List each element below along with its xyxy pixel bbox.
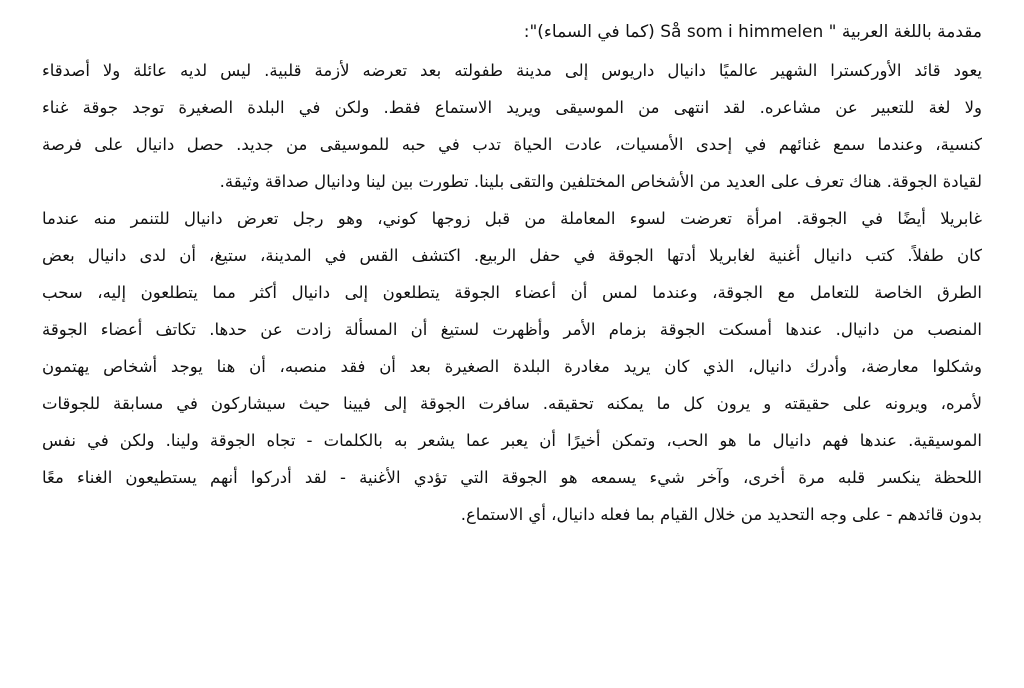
paragraph-line-1: يعود قائد الأوركسترا الشهير عالميًا دانيال داريوس إلى مدينة طفولته بعد تعرضه لأزمة قلبية. ليس لديه عائلة ولا أصدقاء	[42, 61, 982, 80]
paragraph-line-3: كنسية، وعندما سمع غنائهم في إحدى الأمسيات، عادت الحياة تدب في حبه للموسيقى من جديد. حصل دانيال على فرصة	[42, 135, 982, 154]
paragraph-line-8: المنصب من دانيال. عندها أمسكت الجوقة بزمام الأمر وأظهرت لستيغ أن المسألة زادت عن حدها. تكاتف أعضاء الجوقة	[42, 320, 982, 339]
paragraph-line-2: ولا لغة للتعبير عن مشاعره. لقد انتهى من الموسيقى ويريد الاستماع فقط. ولكن في البلدة الصغيرة توجد جوقة غناء	[42, 98, 982, 117]
paragraph-line-7: الطرق الخاصة للتعامل مع الجوقة، وعندما لمس أن أعضاء الجوقة يتطلعون إلى دانيال أكثر مما يتطلعون إليه، سحب	[42, 283, 982, 302]
paragraph-line-10: لأمره، ويرونه على حقيقته و يرون كل ما يمكنه تحقيقه. سافرت الجوقة إلى فيينا حيث سيشاركون في مسابقة للجوقات	[42, 394, 982, 413]
paragraph-line-11: الموسيقية. عندها فهم دانيال ما هو الحب، وتمكن أخيرًا أن يعبر عما يشعر به بالكلمات - تجاه الجوقة ولينا. ولكن في نفس	[42, 431, 982, 450]
paragraph-line-12: اللحظة ينكسر قلبه مرة أخرى، وآخر شيء يسمعه هو الجوقة التي تؤدي الأغنية - لقد أدركوا أنهم يستطيعون الغناء معًا	[42, 468, 982, 487]
document-title: مقدمة باللغة العربية " Så som i himmelen (كما في السماء)":	[523, 22, 982, 42]
paragraph-line-6: كان طفلاً. كتب دانيال أغنية لغابريلا أدتها الجوقة في حفل الربيع. اكتشف القس في المدينة، ستيغ، أن لدى دانيال بعض	[42, 246, 982, 265]
paragraph-line-13: بدون قائدهم - على وجه التحديد من خلال القيام بما فعله دانيال، أي الاستماع.	[460, 505, 982, 524]
paragraph-line-5: غابريلا أيضًا في الجوقة. امرأة تعرضت لسوء المعاملة من قبل زوجها كوني، وهو رجل تعرض دانيال للتنمر منه عندما	[42, 209, 982, 228]
paragraph-line-9: وشكلوا معارضة، وأدرك دانيال، الذي كان يريد مغادرة البلدة الصغيرة بعد أن فقد منصبه، أن هنا يوجد أشخاص يهتمون	[42, 357, 982, 376]
paragraph-line-4: لقيادة الجوقة. هناك تعرف على العديد من الأشخاص المختلفين والتقى بلينا. تطورت بين لينا ودانيال صداقة وثيقة.	[219, 172, 982, 191]
